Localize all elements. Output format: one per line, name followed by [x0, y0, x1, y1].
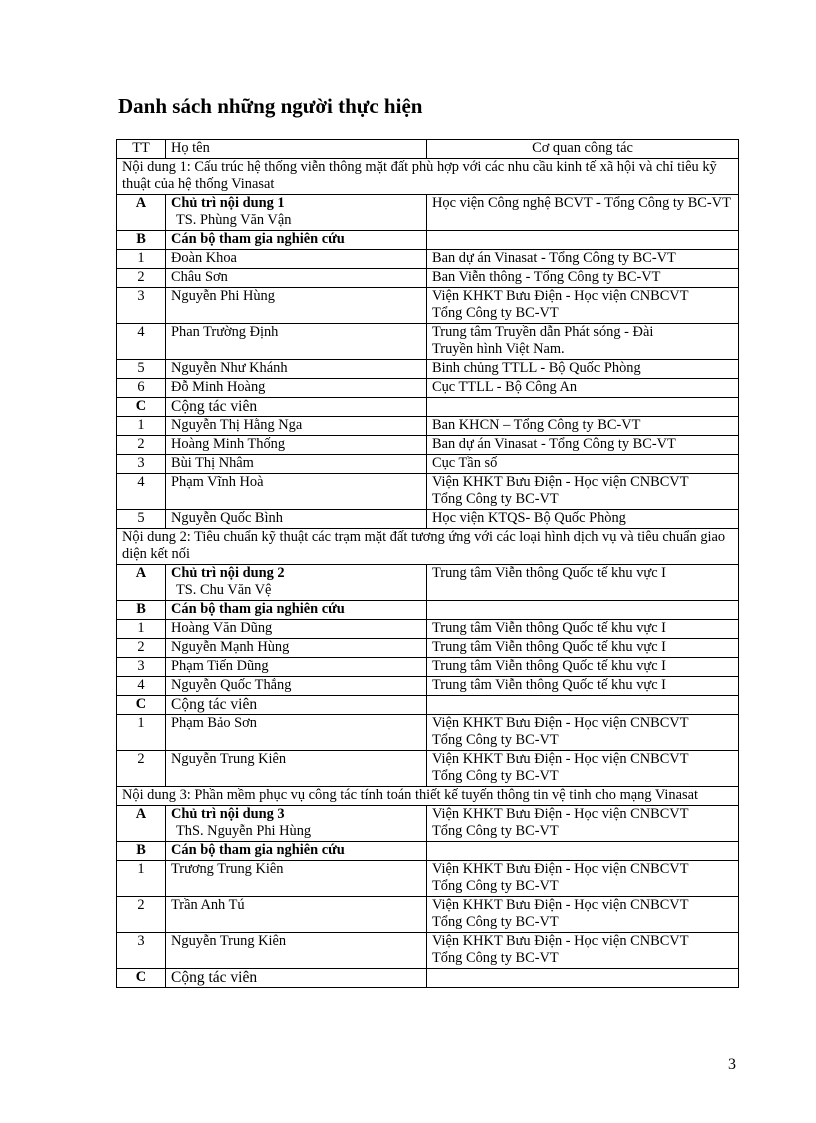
- lead-person: TS. Phùng Văn Vận: [176, 212, 292, 228]
- person-name: Nguyễn Trung Kiên: [166, 751, 427, 787]
- group-label: Cộng tác viên: [166, 969, 427, 988]
- group-label: Cộng tác viên: [166, 696, 427, 715]
- table-row: [117, 474, 739, 510]
- org-cell: [427, 842, 739, 861]
- org-cell: Trung tâm Viễn thông Quốc tế khu vực I: [427, 620, 739, 639]
- section-title-row: [117, 159, 739, 195]
- section-title-row: [117, 787, 739, 806]
- header-name: Họ tên: [166, 140, 427, 159]
- table-body: [117, 159, 739, 988]
- person-name: Phạm Bảo Sơn: [166, 715, 427, 751]
- lead-person: ThS. Nguyễn Phi Hùng: [176, 823, 312, 839]
- org-cell: Trung tâm Viễn thông Quốc tế khu vực I: [427, 565, 739, 601]
- personnel-table: [116, 139, 739, 988]
- group-label-row: [117, 696, 739, 715]
- person-name: Nguyễn Thị Hằng Nga: [166, 417, 427, 436]
- group-label-row: [117, 969, 739, 988]
- lead-row: [117, 565, 739, 601]
- org-cell: [427, 398, 739, 417]
- section-title-row: [117, 529, 739, 565]
- row-number: 2: [117, 639, 166, 658]
- group-label-row: [117, 231, 739, 250]
- org-cell: [427, 231, 739, 250]
- table-row: [117, 379, 739, 398]
- row-number: 3: [117, 658, 166, 677]
- org-cell: Viện KHKT Bưu Điện - Học viện CNBCVT Tổng Công ty BC-VT: [427, 751, 739, 787]
- table-row: [117, 861, 739, 897]
- person-name: Nguyễn Quốc Bình: [166, 510, 427, 529]
- row-code: A: [117, 195, 166, 231]
- org-cell: Ban dự án Vinasat - Tổng Công ty BC-VT: [427, 250, 739, 269]
- table-row: [117, 658, 739, 677]
- org-cell: Viện KHKT Bưu Điện - Học viện CNBCVT Tổng Công ty BC-VT: [427, 897, 739, 933]
- org-cell: [427, 601, 739, 620]
- group-label-row: [117, 398, 739, 417]
- table-header-row: [117, 140, 739, 159]
- lead-row: [117, 195, 739, 231]
- person-name: Trần Anh Tú: [166, 897, 427, 933]
- row-code: C: [117, 969, 166, 988]
- group-label: Cộng tác viên: [166, 398, 427, 417]
- person-name: Đoàn Khoa: [166, 250, 427, 269]
- person-name: Nguyễn Như Khánh: [166, 360, 427, 379]
- row-number: 2: [117, 436, 166, 455]
- org-cell: Trung tâm Viễn thông Quốc tế khu vực I: [427, 639, 739, 658]
- org-cell: [427, 969, 739, 988]
- lead-cell: [166, 806, 427, 842]
- table-row: [117, 324, 739, 360]
- group-label-row: [117, 601, 739, 620]
- table-row: [117, 436, 739, 455]
- table-row: [117, 639, 739, 658]
- person-name: Trương Trung Kiên: [166, 861, 427, 897]
- lead-cell: [166, 195, 427, 231]
- org-cell: Học viện Công nghệ BCVT - Tổng Công ty BC-VT: [427, 195, 739, 231]
- row-code: A: [117, 806, 166, 842]
- row-number: 4: [117, 677, 166, 696]
- table-row: [117, 677, 739, 696]
- org-cell: Viện KHKT Bưu Điện - Học viện CNBCVT Tổng Công ty BC-VT: [427, 474, 739, 510]
- table-row: [117, 360, 739, 379]
- table-row: [117, 510, 739, 529]
- org-cell: Ban dự án Vinasat - Tổng Công ty BC-VT: [427, 436, 739, 455]
- lead-person: TS. Chu Văn Vệ: [176, 582, 272, 598]
- person-name: Nguyễn Phi Hùng: [166, 288, 427, 324]
- table-row: [117, 715, 739, 751]
- row-number: 5: [117, 510, 166, 529]
- org-cell: Cục Tần số: [427, 455, 739, 474]
- row-code: A: [117, 565, 166, 601]
- row-number: 3: [117, 455, 166, 474]
- org-cell: [427, 696, 739, 715]
- row-number: 1: [117, 250, 166, 269]
- row-number: 3: [117, 288, 166, 324]
- section-title: Nội dung 2: Tiêu chuẩn kỹ thuật các trạm mặt đất tương ứng với các loại hình dịch vụ và tiêu chuẩn giao diện kết nối: [117, 529, 739, 565]
- row-number: 2: [117, 751, 166, 787]
- row-code: B: [117, 231, 166, 250]
- org-cell: Viện KHKT Bưu Điện - Học viện CNBCVT Tổng Công ty BC-VT: [427, 806, 739, 842]
- person-name: Phan Trường Định: [166, 324, 427, 360]
- group-label: Cán bộ tham gia nghiên cứu: [166, 601, 427, 620]
- table-row: [117, 933, 739, 969]
- group-label-row: [117, 842, 739, 861]
- section-title: Nội dung 1: Cấu trúc hệ thống viễn thông mặt đất phù hợp với các nhu cầu kinh tế xã hội và chỉ tiêu kỹ thuật của hệ thống Vinasat: [117, 159, 739, 195]
- row-code: B: [117, 601, 166, 620]
- table-row: [117, 455, 739, 474]
- row-number: 1: [117, 620, 166, 639]
- section-title: Nội dung 3: Phần mềm phục vụ công tác tính toán thiết kế tuyến thông tin vệ tinh cho mạng Vinasat: [117, 787, 739, 806]
- row-number: 1: [117, 861, 166, 897]
- org-cell: Trung tâm Viễn thông Quốc tế khu vực I: [427, 677, 739, 696]
- row-number: 2: [117, 269, 166, 288]
- row-number: 4: [117, 324, 166, 360]
- org-cell: Viện KHKT Bưu Điện - Học viện CNBCVT Tổng Công ty BC-VT: [427, 715, 739, 751]
- person-name: Nguyễn Trung Kiên: [166, 933, 427, 969]
- lead-row: [117, 806, 739, 842]
- table-row: [117, 269, 739, 288]
- org-cell: Trung tâm Truyền dẫn Phát sóng - Đài Truyền hình Việt Nam.: [427, 324, 739, 360]
- row-code: B: [117, 842, 166, 861]
- row-code: C: [117, 398, 166, 417]
- person-name: Châu Sơn: [166, 269, 427, 288]
- lead-cell: [166, 565, 427, 601]
- row-number: 6: [117, 379, 166, 398]
- table-row: [117, 288, 739, 324]
- person-name: Bùi Thị Nhâm: [166, 455, 427, 474]
- person-name: Hoàng Minh Thống: [166, 436, 427, 455]
- org-cell: Viện KHKT Bưu Điện - Học viện CNBCVT Tổng Công ty BC-VT: [427, 288, 739, 324]
- page-number: 3: [728, 1056, 736, 1073]
- org-cell: Viện KHKT Bưu Điện - Học viện CNBCVT Tổng Công ty BC-VT: [427, 933, 739, 969]
- page-title: Danh sách những người thực hiện: [118, 94, 423, 118]
- header-org: Cơ quan công tác: [427, 140, 739, 159]
- table-row: [117, 751, 739, 787]
- row-number: 4: [117, 474, 166, 510]
- org-cell: Binh chủng TTLL - Bộ Quốc Phòng: [427, 360, 739, 379]
- org-cell: Trung tâm Viễn thông Quốc tế khu vực I: [427, 658, 739, 677]
- lead-role: Chủ trì nội dung 2: [171, 565, 285, 581]
- org-cell: Viện KHKT Bưu Điện - Học viện CNBCVT Tổng Công ty BC-VT: [427, 861, 739, 897]
- table-row: [117, 250, 739, 269]
- person-name: Nguyễn Quốc Thắng: [166, 677, 427, 696]
- group-label: Cán bộ tham gia nghiên cứu: [166, 842, 427, 861]
- org-cell: Ban KHCN – Tổng Công ty BC-VT: [427, 417, 739, 436]
- table-row: [117, 417, 739, 436]
- row-number: 1: [117, 715, 166, 751]
- lead-role: Chủ trì nội dung 1: [171, 195, 285, 211]
- person-name: Nguyễn Mạnh Hùng: [166, 639, 427, 658]
- row-number: 2: [117, 897, 166, 933]
- person-name: Đỗ Minh Hoàng: [166, 379, 427, 398]
- org-cell: Cục TTLL - Bộ Công An: [427, 379, 739, 398]
- row-number: 1: [117, 417, 166, 436]
- table-row: [117, 897, 739, 933]
- person-name: Phạm Vĩnh Hoà: [166, 474, 427, 510]
- group-label: Cán bộ tham gia nghiên cứu: [166, 231, 427, 250]
- row-code: C: [117, 696, 166, 715]
- org-cell: Học viện KTQS- Bộ Quốc Phòng: [427, 510, 739, 529]
- person-name: Hoàng Văn Dũng: [166, 620, 427, 639]
- lead-role: Chủ trì nội dung 3: [171, 806, 285, 822]
- row-number: 3: [117, 933, 166, 969]
- person-name: Phạm Tiến Dũng: [166, 658, 427, 677]
- row-number: 5: [117, 360, 166, 379]
- org-cell: Ban Viễn thông - Tổng Công ty BC-VT: [427, 269, 739, 288]
- table-row: [117, 620, 739, 639]
- header-tt: TT: [117, 140, 166, 159]
